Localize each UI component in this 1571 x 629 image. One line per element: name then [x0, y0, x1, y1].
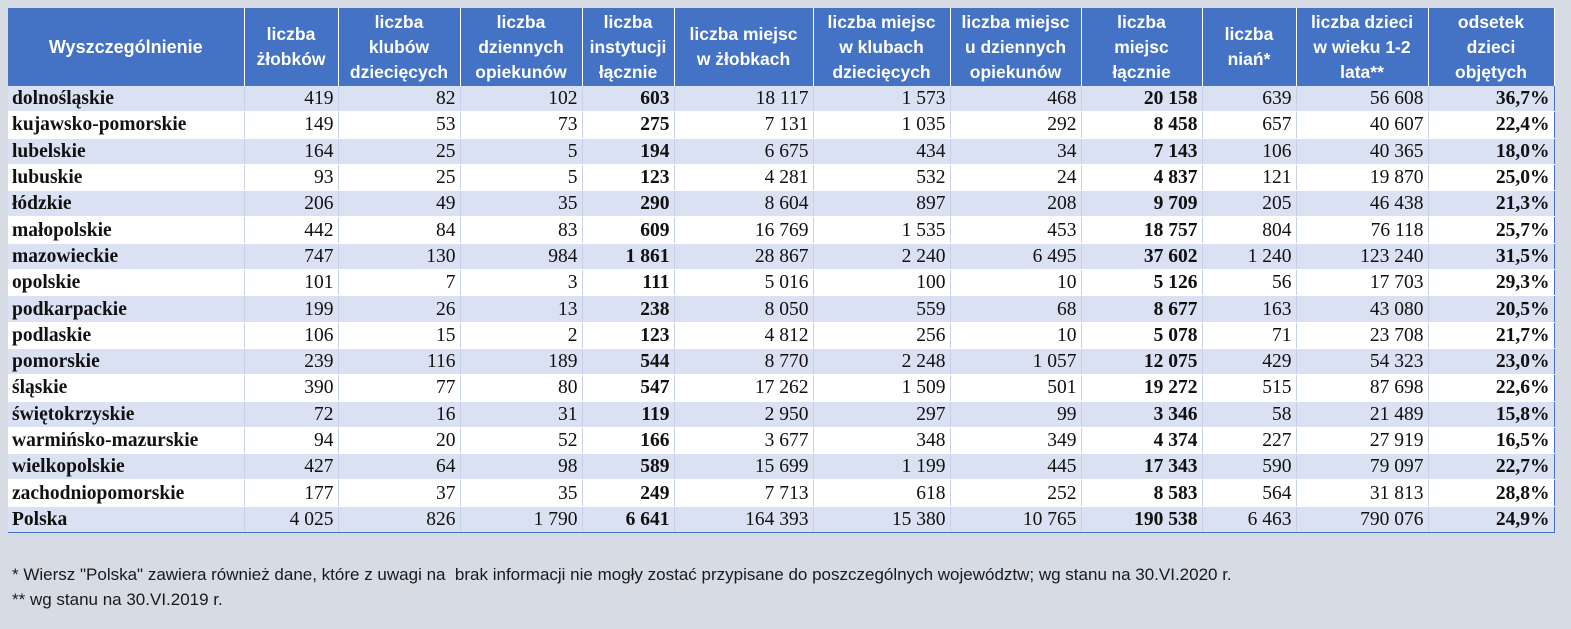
- table-cell: 17 343: [1081, 454, 1202, 480]
- column-header: odsetek dzieci objętych: [1428, 8, 1554, 86]
- table-cell: 82: [338, 86, 460, 112]
- table-cell: 25: [338, 164, 460, 190]
- table-cell: 256: [813, 322, 950, 348]
- table-cell: 2 240: [813, 243, 950, 269]
- table-cell: 10 765: [950, 506, 1081, 532]
- footnote-2: ** wg stanu na 30.VI.2019 r.: [12, 590, 223, 609]
- table-cell: 6 675: [674, 138, 813, 164]
- table-cell: 25: [338, 138, 460, 164]
- table-cell: 6 495: [950, 243, 1081, 269]
- table-cell: 19 870: [1296, 164, 1428, 190]
- table-cell: 54 323: [1296, 348, 1428, 374]
- table-cell: 238: [582, 296, 674, 322]
- table-cell: 64: [338, 454, 460, 480]
- table-cell: 13: [460, 296, 582, 322]
- table-cell: 8 050: [674, 296, 813, 322]
- table-row: [8, 375, 1554, 401]
- table-cell: 501: [950, 375, 1081, 401]
- table-cell: 468: [950, 86, 1081, 112]
- table-cell: 5: [460, 138, 582, 164]
- table-cell: 29,3%: [1428, 270, 1554, 296]
- table-cell: 15,8%: [1428, 401, 1554, 427]
- table-cell: 87 698: [1296, 375, 1428, 401]
- table-cell: 5 078: [1081, 322, 1202, 348]
- footnote-1: * Wiersz "Polska" zawiera również dane, które z uwagi na brak informacji nie mogły zostać przypisane do poszczególnych województw; wg stanu na 30.VI.2020 r.: [12, 565, 1232, 584]
- table-cell: 1 535: [813, 217, 950, 243]
- table-cell: 31: [460, 401, 582, 427]
- table-cell: 43 080: [1296, 296, 1428, 322]
- row-label: małopolskie: [8, 217, 244, 243]
- table-cell: 618: [813, 480, 950, 506]
- row-label: mazowieckie: [8, 243, 244, 269]
- table-row: [8, 243, 1554, 269]
- table-header: [8, 8, 1554, 86]
- table-row: [8, 217, 1554, 243]
- table-cell: 1 509: [813, 375, 950, 401]
- table-cell: 7 143: [1081, 138, 1202, 164]
- row-label: pomorskie: [8, 348, 244, 374]
- table-cell: 166: [582, 427, 674, 453]
- table-cell: 58: [1202, 401, 1296, 427]
- table-cell: 119: [582, 401, 674, 427]
- table-cell: 429: [1202, 348, 1296, 374]
- table-cell: 16 769: [674, 217, 813, 243]
- row-label: dolnośląskie: [8, 86, 244, 112]
- table-cell: 28 867: [674, 243, 813, 269]
- table-cell: 31,5%: [1428, 243, 1554, 269]
- table-cell: 37: [338, 480, 460, 506]
- table-cell: 40 365: [1296, 138, 1428, 164]
- table-cell: 194: [582, 138, 674, 164]
- table-cell: 84: [338, 217, 460, 243]
- table-cell: 419: [244, 86, 338, 112]
- table-cell: 349: [950, 427, 1081, 453]
- table-cell: 164: [244, 138, 338, 164]
- table-cell: 20,5%: [1428, 296, 1554, 322]
- table-cell: 94: [244, 427, 338, 453]
- table-cell: 17 703: [1296, 270, 1428, 296]
- table-cell: 15: [338, 322, 460, 348]
- column-header: liczba miejsc w klubach dziecięcych: [813, 8, 950, 86]
- table-cell: 639: [1202, 86, 1296, 112]
- table-cell: 984: [460, 243, 582, 269]
- table-cell: 189: [460, 348, 582, 374]
- table-cell: 206: [244, 191, 338, 217]
- table-cell: 100: [813, 270, 950, 296]
- table-row: [8, 86, 1554, 112]
- table-cell: 36,7%: [1428, 86, 1554, 112]
- table-cell: 8 458: [1081, 112, 1202, 138]
- column-header: liczba niań*: [1202, 8, 1296, 86]
- table-cell: 149: [244, 112, 338, 138]
- table-row: [8, 296, 1554, 322]
- column-header: liczba żłobków: [244, 8, 338, 86]
- table-row: [8, 454, 1554, 480]
- table-cell: 564: [1202, 480, 1296, 506]
- table-cell: 23 708: [1296, 322, 1428, 348]
- table-cell: 603: [582, 86, 674, 112]
- table-cell: 12 075: [1081, 348, 1202, 374]
- table-row: [8, 270, 1554, 296]
- footnotes: [12, 562, 1232, 612]
- table-cell: 5: [460, 164, 582, 190]
- table-cell: 31 813: [1296, 480, 1428, 506]
- row-label: warmińsko-mazurskie: [8, 427, 244, 453]
- table-row: [8, 348, 1554, 374]
- table-cell: 101: [244, 270, 338, 296]
- table-cell: 53: [338, 112, 460, 138]
- column-header: liczba miejsc w żłobkach: [674, 8, 813, 86]
- table-cell: 20 158: [1081, 86, 1202, 112]
- table-cell: 434: [813, 138, 950, 164]
- table-cell: 609: [582, 217, 674, 243]
- table-cell: 4 025: [244, 506, 338, 532]
- column-header: Wyszczególnienie: [8, 8, 244, 86]
- table-cell: 56: [1202, 270, 1296, 296]
- table-cell: 8 677: [1081, 296, 1202, 322]
- table-cell: 3 677: [674, 427, 813, 453]
- table-cell: 25,0%: [1428, 164, 1554, 190]
- table-cell: 2 248: [813, 348, 950, 374]
- table-cell: 111: [582, 270, 674, 296]
- table-cell: 1 240: [1202, 243, 1296, 269]
- table-cell: 559: [813, 296, 950, 322]
- row-label: świętokrzyskie: [8, 401, 244, 427]
- table-row: [8, 506, 1554, 532]
- table-cell: 227: [1202, 427, 1296, 453]
- column-header: liczba dziennych opiekunów: [460, 8, 582, 86]
- table-cell: 208: [950, 191, 1081, 217]
- table-cell: 102: [460, 86, 582, 112]
- table-row: [8, 401, 1554, 427]
- row-label: wielkopolskie: [8, 454, 244, 480]
- table-cell: 790 076: [1296, 506, 1428, 532]
- table-cell: 10: [950, 270, 1081, 296]
- column-header: liczba dzieci w wieku 1-2 lata**: [1296, 8, 1428, 86]
- table-cell: 290: [582, 191, 674, 217]
- table-cell: 532: [813, 164, 950, 190]
- table-cell: 10: [950, 322, 1081, 348]
- table-cell: 1 035: [813, 112, 950, 138]
- row-label: zachodniopomorskie: [8, 480, 244, 506]
- table-cell: 26: [338, 296, 460, 322]
- table-cell: 56 608: [1296, 86, 1428, 112]
- table-cell: 190 538: [1081, 506, 1202, 532]
- table-cell: 590: [1202, 454, 1296, 480]
- table-cell: 21 489: [1296, 401, 1428, 427]
- table-cell: 7: [338, 270, 460, 296]
- table-cell: 275: [582, 112, 674, 138]
- table-row: [8, 138, 1554, 164]
- row-label: podkarpackie: [8, 296, 244, 322]
- table-cell: 24: [950, 164, 1081, 190]
- row-label: kujawsko-pomorskie: [8, 112, 244, 138]
- table-cell: 177: [244, 480, 338, 506]
- table-cell: 106: [1202, 138, 1296, 164]
- table-cell: 18,0%: [1428, 138, 1554, 164]
- table-cell: 18 117: [674, 86, 813, 112]
- table-cell: 71: [1202, 322, 1296, 348]
- table-cell: 20: [338, 427, 460, 453]
- table-body: [8, 86, 1554, 533]
- table-cell: 205: [1202, 191, 1296, 217]
- table-cell: 46 438: [1296, 191, 1428, 217]
- table-cell: 16,5%: [1428, 427, 1554, 453]
- table-cell: 27 919: [1296, 427, 1428, 453]
- column-header: liczba instytucji łącznie: [582, 8, 674, 86]
- table-cell: 72: [244, 401, 338, 427]
- table-row: [8, 480, 1554, 506]
- table-cell: 77: [338, 375, 460, 401]
- table-cell: 19 272: [1081, 375, 1202, 401]
- table-cell: 15 380: [813, 506, 950, 532]
- table-cell: 22,6%: [1428, 375, 1554, 401]
- column-header: liczba miejsc u dziennych opiekunów: [950, 8, 1081, 86]
- table-cell: 239: [244, 348, 338, 374]
- table-cell: 5 126: [1081, 270, 1202, 296]
- table-cell: 1 057: [950, 348, 1081, 374]
- table-cell: 116: [338, 348, 460, 374]
- table-cell: 657: [1202, 112, 1296, 138]
- row-label: lubuskie: [8, 164, 244, 190]
- table-cell: 24,9%: [1428, 506, 1554, 532]
- table-cell: 21,7%: [1428, 322, 1554, 348]
- table-cell: 28,8%: [1428, 480, 1554, 506]
- table-cell: 544: [582, 348, 674, 374]
- table-cell: 9 709: [1081, 191, 1202, 217]
- table-cell: 252: [950, 480, 1081, 506]
- table-cell: 34: [950, 138, 1081, 164]
- table-cell: 747: [244, 243, 338, 269]
- row-label: śląskie: [8, 375, 244, 401]
- table-cell: 22,7%: [1428, 454, 1554, 480]
- table-cell: 1 790: [460, 506, 582, 532]
- table-cell: 1 199: [813, 454, 950, 480]
- table-cell: 897: [813, 191, 950, 217]
- table-cell: 199: [244, 296, 338, 322]
- table-cell: 76 118: [1296, 217, 1428, 243]
- table-cell: 93: [244, 164, 338, 190]
- table-cell: 515: [1202, 375, 1296, 401]
- table-cell: 292: [950, 112, 1081, 138]
- table-cell: 442: [244, 217, 338, 243]
- table-cell: 5 016: [674, 270, 813, 296]
- table-cell: 15 699: [674, 454, 813, 480]
- table-cell: 8 770: [674, 348, 813, 374]
- table-cell: 79 097: [1296, 454, 1428, 480]
- table-cell: 348: [813, 427, 950, 453]
- table-cell: 99: [950, 401, 1081, 427]
- table-cell: 98: [460, 454, 582, 480]
- table-cell: 123 240: [1296, 243, 1428, 269]
- table-cell: 6 641: [582, 506, 674, 532]
- table-cell: 22,4%: [1428, 112, 1554, 138]
- table-cell: 589: [582, 454, 674, 480]
- table-cell: 547: [582, 375, 674, 401]
- table-cell: 8 583: [1081, 480, 1202, 506]
- table-cell: 427: [244, 454, 338, 480]
- table-cell: 4 281: [674, 164, 813, 190]
- table-cell: 804: [1202, 217, 1296, 243]
- table-cell: 4 812: [674, 322, 813, 348]
- table-container: [8, 8, 1554, 533]
- table-cell: 16: [338, 401, 460, 427]
- table-row: [8, 191, 1554, 217]
- table-cell: 40 607: [1296, 112, 1428, 138]
- table-cell: 80: [460, 375, 582, 401]
- table-cell: 163: [1202, 296, 1296, 322]
- row-label: podlaskie: [8, 322, 244, 348]
- table-cell: 4 837: [1081, 164, 1202, 190]
- column-header: liczba miejsc łącznie: [1081, 8, 1202, 86]
- table-cell: 2 950: [674, 401, 813, 427]
- table-cell: 2: [460, 322, 582, 348]
- table-cell: 49: [338, 191, 460, 217]
- table-cell: 1 861: [582, 243, 674, 269]
- table-cell: 68: [950, 296, 1081, 322]
- table-cell: 73: [460, 112, 582, 138]
- table-row: [8, 427, 1554, 453]
- table-cell: 123: [582, 164, 674, 190]
- table-cell: 826: [338, 506, 460, 532]
- table-cell: 130: [338, 243, 460, 269]
- table-cell: 4 374: [1081, 427, 1202, 453]
- table-row: [8, 164, 1554, 190]
- row-label: lubelskie: [8, 138, 244, 164]
- table-cell: 297: [813, 401, 950, 427]
- table-cell: 8 604: [674, 191, 813, 217]
- table-cell: 18 757: [1081, 217, 1202, 243]
- column-header: liczba klubów dziecięcych: [338, 8, 460, 86]
- table-cell: 453: [950, 217, 1081, 243]
- table-cell: 123: [582, 322, 674, 348]
- table-cell: 390: [244, 375, 338, 401]
- table-cell: 52: [460, 427, 582, 453]
- table-cell: 249: [582, 480, 674, 506]
- table-cell: 17 262: [674, 375, 813, 401]
- table-cell: 445: [950, 454, 1081, 480]
- table-cell: 35: [460, 191, 582, 217]
- table-row: [8, 112, 1554, 138]
- table-cell: 1 573: [813, 86, 950, 112]
- header-row: [8, 8, 1554, 86]
- table-cell: 21,3%: [1428, 191, 1554, 217]
- table-cell: 35: [460, 480, 582, 506]
- table-cell: 83: [460, 217, 582, 243]
- table-cell: 106: [244, 322, 338, 348]
- data-table: [8, 8, 1555, 533]
- table-cell: 3 346: [1081, 401, 1202, 427]
- table-cell: 6 463: [1202, 506, 1296, 532]
- row-label: łódzkie: [8, 191, 244, 217]
- table-cell: 7 131: [674, 112, 813, 138]
- table-cell: 25,7%: [1428, 217, 1554, 243]
- table-cell: 23,0%: [1428, 348, 1554, 374]
- table-cell: 121: [1202, 164, 1296, 190]
- table-row: [8, 322, 1554, 348]
- table-cell: 164 393: [674, 506, 813, 532]
- table-cell: 3: [460, 270, 582, 296]
- row-label: opolskie: [8, 270, 244, 296]
- row-label: Polska: [8, 506, 244, 532]
- table-cell: 7 713: [674, 480, 813, 506]
- table-cell: 37 602: [1081, 243, 1202, 269]
